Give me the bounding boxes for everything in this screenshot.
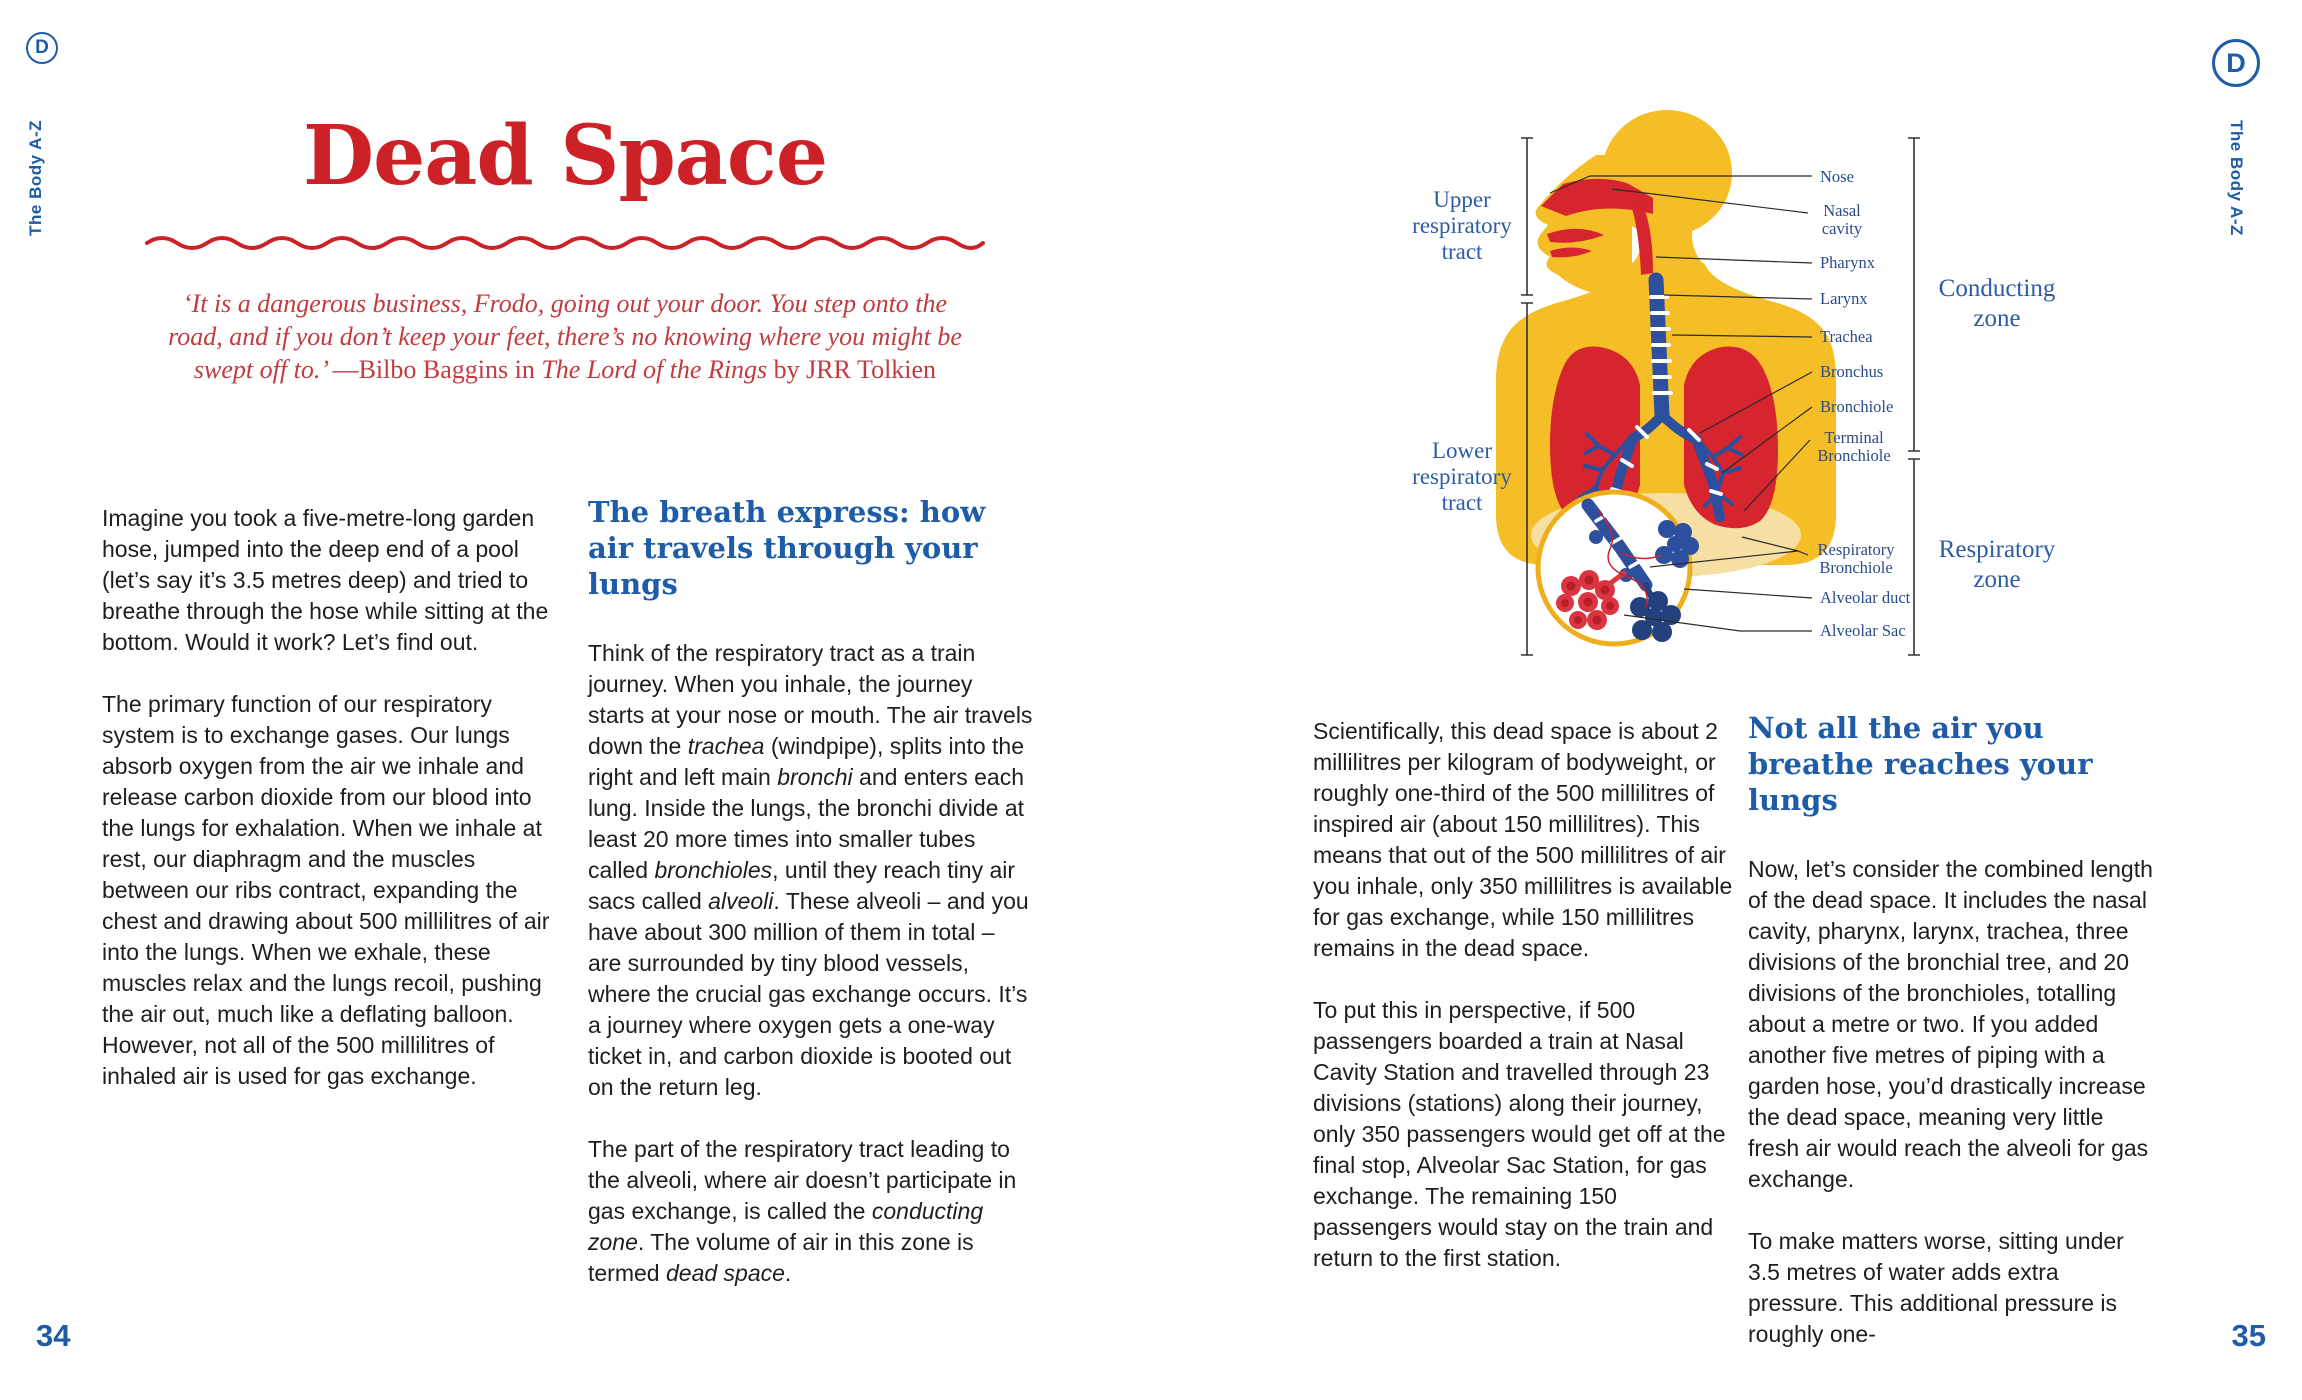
sidebar-label-right: The Body A-Z [2227,120,2246,236]
section-letter-badge-left [26,32,58,64]
body-paragraph: Now, let’s consider the combined length of the dead space. It includes the nasal cavity, pharynx, larynx, trachea, three divisions of the bronchial tree, and 20 divisions of the bronchioles, totalling about a metre or two. If you added another five metres of piping with a garden hose, you’d drastically increase the dead space, meaning very little fresh air would reach the alveoli for gas exchange. [1748,856,2153,1192]
page-number-right: 35 [2231,1318,2266,1353]
respiratory-bronchiole-label: Respiratory [1817,540,1895,559]
quote-line: ‘It is a dangerous business, Frodo, going out your door. You step onto the [182,289,948,318]
section-letter-badge-right [2212,39,2260,87]
body-paragraph: Scientifically, this dead space is about 2 millilitres per kilogram of bodyweight, or roughly one-third of the 500 millilitres of inspired air (about 150 millilitres). This means that out of the 500 millilitres of air you inhale, only 350 millilitres is available for gas exchange, while 150 millilitres remains in the dead space. [1313,718,1733,961]
conducting-zone-label: Conducting [1938,275,2056,302]
svg-text:respiratory: respiratory [1412,464,1512,489]
section-letter: D [2226,47,2246,78]
larynx-label: Larynx [1820,289,1868,308]
page-number-left: 34 [36,1318,71,1353]
svg-text:Bronchiole: Bronchiole [1817,446,1891,465]
left-page-column-1 [102,503,557,1123]
wavy-divider [145,230,985,256]
section-letter: D [35,37,49,58]
bronchus-label: Bronchus [1820,362,1884,381]
svg-text:cavity: cavity [1821,219,1863,238]
svg-text:zone: zone [1973,566,2021,593]
section-heading: The breath express: how air travels through your lungs [588,495,986,601]
nose-label: Nose [1820,167,1854,186]
respiratory-zone-label: Respiratory [1938,536,2056,563]
lower-tract-label: Lower [1431,438,1493,463]
zone-bracket-right [1908,138,1920,655]
epigraph-quote [115,287,1015,386]
tract-labels [1412,187,1512,515]
quote-line: road, and if you don’t keep your feet, there’s no knowing where you might be [168,322,962,351]
right-page-column-1 [1313,716,1733,1305]
page-title: Dead Space [302,108,828,204]
body-paragraph: Imagine you took a five-metre-long garden hose, jumped into the deep end of a pool (let’s say it’s 3.5 metres deep) and tried to breathe through the hose while sitting at the bottom. Would it work? Let’s find out. [102,505,549,655]
body-paragraph: The part of the respiratory tract leading to the alveoli, where air doesn’t participate in gas exchange, is called the conducting zone. The volume of air in this zone is termed dead space. [588,1136,1017,1286]
bronchiole-label: Bronchiole [1820,397,1894,416]
pharynx-label: Pharynx [1820,253,1875,272]
alveolar-sac-label: Alveolar Sac [1820,621,1906,640]
quote-line: swept off to.’ —Bilbo Baggins in The Lord of the Rings by JRR Tolkien [193,355,937,384]
sidebar-label-left: The Body A-Z [26,120,45,236]
wave-line [147,238,983,248]
part-labels [1817,167,1910,640]
body-paragraph: To put this in perspective, if 500 passengers boarded a train at Nasal Cavity Station and travelled through 23 divisions (stations) along their journey, only 350 passengers would get off at the final stop, Alveolar Sac Station, for gas exchange. The remaining 150 passengers would stay on the train and return to the first station. [1313,997,1726,1271]
terminal-bronchiole-label: Terminal [1824,428,1884,447]
svg-text:tract: tract [1441,490,1483,515]
body-paragraph: To make matters worse, sitting under 3.5 metres of water adds extra pressure. This additional pressure is roughly one- [1748,1228,2124,1347]
left-page-column-2 [588,494,1033,1320]
upper-tract-label: Upper [1433,187,1491,212]
alveolar-duct-label: Alveolar duct [1820,588,1911,607]
svg-text:respiratory: respiratory [1412,213,1512,238]
section-heading: Not all the air you breathe reaches your lungs [1748,711,2093,817]
body-paragraph: Think of the respiratory tract as a train journey. When you inhale, the journey starts at your nose or mouth. The air travels down the trachea (windpipe), splits into the right and left main bronchi and enters each lung. Inside the lungs, the bronchi divide at least 20 more times into smaller tubes called bronchioles, until they reach tiny air sacs called alveoli. These alveoli – and you have about 300 million of them in total – are surrounded by tiny blood vessels, where the crucial gas exchange occurs. It’s a journey where oxygen gets a one-way ticket in, and carbon dioxide is booted out on the return leg. [588,640,1033,1100]
zone-labels [1939,275,2056,593]
right-page-column-2 [1748,710,2158,1381]
nasal-cavity-label: Nasal [1823,201,1861,220]
body-paragraph: The primary function of our respiratory system is to exchange gases. Our lungs absorb oxygen from the air we inhale and release carbon dioxide from our blood into the lungs for exhalation. When we inhale at rest, our diaphragm and the muscles between our ribs contract, expanding the chest and drawing about 500 millilitres of air into the lungs. When we exhale, these muscles relax and the lungs recoil, pushing the air out, much like a deflating balloon. However, not all of the 500 millilitres of inhaled air is used for gas exchange. [102,691,550,1089]
respiratory-diagram [1390,85,2090,685]
svg-text:zone: zone [1973,305,2021,332]
trachea-label: Trachea [1820,327,1873,346]
svg-text:Bronchiole: Bronchiole [1819,558,1893,577]
svg-text:tract: tract [1441,239,1483,264]
